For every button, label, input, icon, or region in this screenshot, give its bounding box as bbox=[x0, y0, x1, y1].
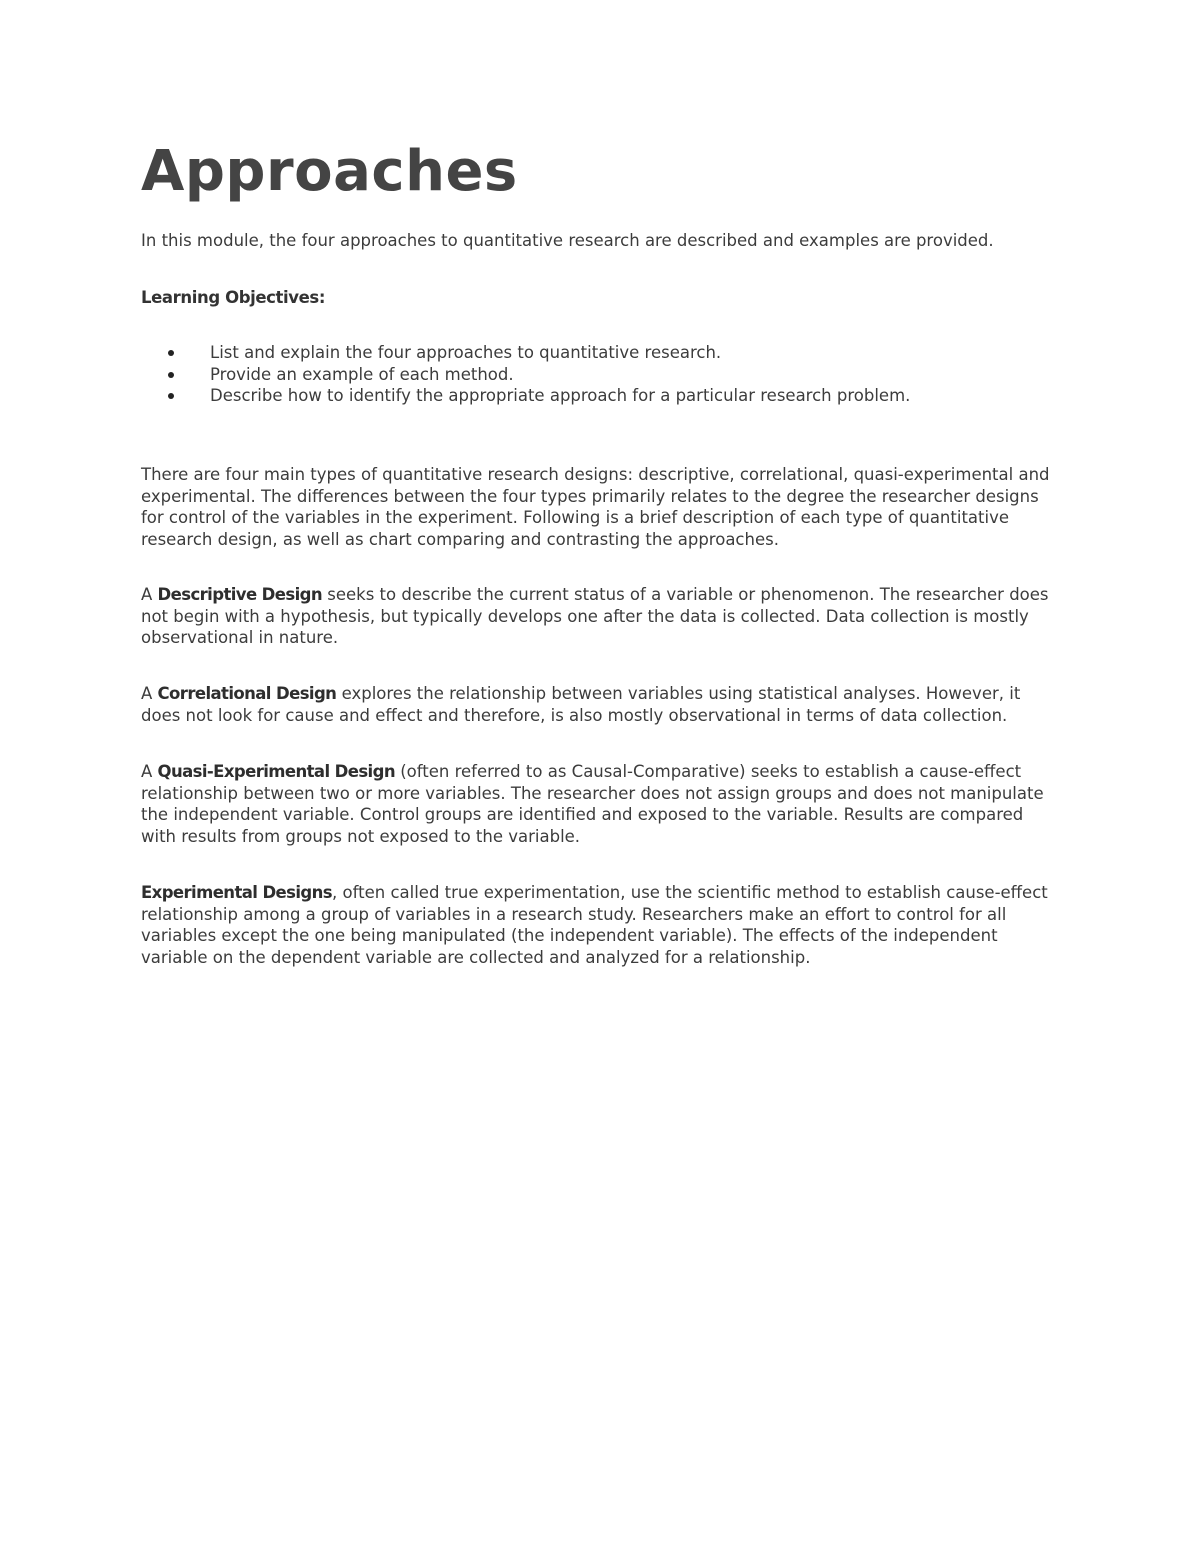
bullet-icon bbox=[168, 393, 174, 399]
objective-item bbox=[141, 342, 910, 364]
intro-paragraph: In this module, the four approaches to quantitative research are described and examples are provided. bbox=[141, 231, 994, 250]
quasi-experimental-design-paragraph bbox=[141, 761, 1056, 847]
descriptive-design-text: seeks to describe the current status of a variable or phenomenon. The researcher does not begin with a hypothesis, but typically develops one after the data is collected. Data collection is mostly observational in nature. bbox=[141, 585, 1049, 647]
correlational-design-term: Correlational Design bbox=[157, 684, 337, 703]
objective-text: Provide an example of each method. bbox=[210, 364, 514, 384]
quasi-experimental-design-term: Quasi-Experimental Design bbox=[157, 762, 395, 781]
quasi-experimental-design-text: (often referred to as Causal-Comparative) seeks to establish a cause-effect relationship between two or more variables. The researcher does not assign groups and does not manipulate the independent variable. Control groups are identified and exposed to the variable. Results are compared with results from groups not exposed to the variable. bbox=[141, 762, 1044, 846]
descriptive-design-paragraph bbox=[141, 584, 1056, 649]
bullet-icon bbox=[168, 350, 174, 356]
experimental-design-text: , often called true experimentation, use the scientific method to establish cause-effect relationship among a group of variables in a research study. Researchers make an effort to control for all variables except the one being manipulated (the independent variable). The effects of the independent variable on the dependent variable are collected and analyzed for a relationship. bbox=[141, 883, 1048, 967]
learning-objectives-heading: Learning Objectives: bbox=[141, 288, 326, 307]
objective-item bbox=[141, 364, 910, 386]
objective-item bbox=[141, 385, 910, 407]
descriptive-design-term: Descriptive Design bbox=[157, 585, 322, 604]
learning-objectives-list bbox=[141, 342, 910, 407]
quasi-prefix: A bbox=[141, 762, 158, 781]
correlational-prefix: A bbox=[141, 684, 158, 703]
experimental-design-term: Experimental Designs bbox=[141, 883, 333, 902]
descriptive-prefix: A bbox=[141, 585, 158, 604]
research-types-paragraph: There are four main types of quantitative research designs: descriptive, correlational, quasi-experimental and experimental. The differences between the four types primarily relates to the degree the researcher designs for control of the variables in the experiment. Following is a brief description of each type of quantitative research design, as well as chart comparing and contrasting the approaches. bbox=[141, 465, 1050, 549]
bullet-icon bbox=[168, 372, 174, 378]
objective-text: List and explain the four approaches to quantitative research. bbox=[210, 343, 722, 362]
page-title: Approaches bbox=[141, 139, 518, 204]
correlational-design-paragraph bbox=[141, 683, 1056, 726]
correlational-design-text: explores the relationship between variables using statistical analyses. However, it does not look for cause and effect and therefore, is also mostly observational in terms of data collection. bbox=[141, 684, 1021, 725]
experimental-design-paragraph bbox=[141, 882, 1056, 968]
objective-text: Describe how to identify the appropriate approach for a particular research problem. bbox=[210, 386, 911, 405]
